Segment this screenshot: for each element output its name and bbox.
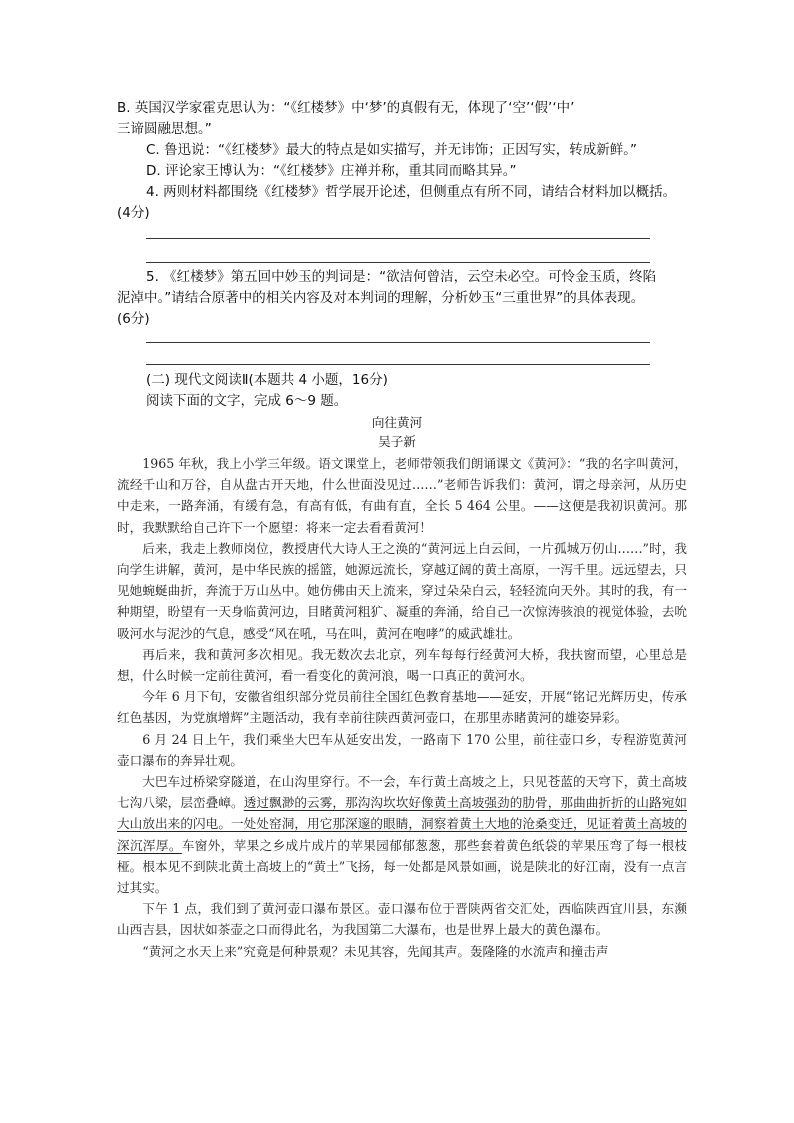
paragraph-5: 6 月 24 日上午，我们乘坐大巴车从延安出发，一路南下 170 公里，前往壶口乡，专程游览黄河壶口瀑布的奔异壮观。 xyxy=(117,731,687,768)
option-d: D. 评论家王博认为：“《红楼梦》庄禅并称，重其同而略其异。” xyxy=(146,163,517,179)
section-heading: (二) 现代文阅读Ⅱ(本题共 4 小题，16分) xyxy=(146,372,388,388)
paragraph-4: 今年 6 月下旬，安徽省组织部分党员前往全国红色教育基地——延安，开展“铭记光辉历史，传承红色基因，为党旗增辉”主题活动，我有幸前往陕西黄河壶口，在那里赤睹黄河的雄姿异彩。 xyxy=(117,689,687,726)
answer-line xyxy=(146,238,650,239)
paragraph-3: 再后来，我和黄河多次相见。我无数次去北京，列车每每行经黄河大桥，我扶窗而望，心里总是想，什么时候一定前往黄河，看一看变化的黄河浪，喝一口真正的黄河水。 xyxy=(117,646,687,684)
paragraph-1: 1965 年秋，我上小学三年级。语文课堂上，老师带领我们朗诵课文《黄河》：“我的名字叫黄河，流经千山和万谷，自从盘古开天地，什么世面没见过……”老师告诉我们：黄河，谓之母亲河，从历史中走来，一路奔涌，有缓有急，有高有低，有曲有直，全长 5 464 公里。——这便是我初识黄河。那时，我默默给自己许下一个愿望：将来一定去看看黄河！ xyxy=(117,456,687,535)
option-b-line2: 三谛圆融思想。” xyxy=(117,121,212,137)
paragraph-2: 后来，我走上教师岗位，教授唐代大诗人王之涣的“黄河远上白云间，一片孤城万仞山……”时，我向学生讲解，黄河，是中华民族的摇篮，她源远流长，穿越辽阔的黄土高原，一泻千里。远远望去，只见她蜿蜒曲折，奔流于万山丛中。她仿佛由天上流来，穿过朵朵白云，轻轻流向天外。其时的我，有一种期望，盼望有一天身临黄河边，目睹黄河粗犷、凝重的奔涌，给自己一次惊涛骇浪的视觉体验，去吮吸河水与泥沙的气息，感受“风在吼，马在叫，黄河在咆哮”的威武雄壮。 xyxy=(117,540,687,641)
paragraph-6-end: 车窗外，苹果之乡成片成片的苹果园郁郁葱葱，那些套着黄色纸袋的苹果压弯了每一根枝桠。根本见不到陕北黄土高坡上的“黄土”飞扬，每一处都是风景如画，说是陕北的好江南，没有一点言过其实。 xyxy=(117,837,688,896)
option-c: C. 鲁迅说：“《红楼梦》最大的特点是如实描写，并无讳饰；正因写实，转成新鲜。” xyxy=(146,142,637,158)
answer-line xyxy=(146,364,650,365)
article-title: 向往黄河 xyxy=(371,415,423,430)
answer-line xyxy=(146,262,650,263)
paragraph-7: 下午 1 点，我们到了黄河壶口瀑布景区。壶口瀑布位于晋陕两省交汇处，西临陕西宜川县，东濒山西吉县，因状如茶壶之口而得此名，为我国第二大瀑布，也是世界上最大的黄色瀑布。 xyxy=(117,901,687,938)
article-body xyxy=(117,453,687,962)
question-4: 4. 两则材料都围绕《红楼梦》哲学展开论述，但侧重点有所不同，请结合材料加以概括。 xyxy=(146,184,677,200)
underlined-sentence: 透过飘渺的云雾，那沟沟坎坎好像黄土高坡强劲的肋骨，那曲曲折折的山路宛如大山放出来的闪电。一处处窑洞，用它那深邃的眼睛，洞察着黄土大地的沧桑变迁，见证着黄土高坡的深沉浑厚。 xyxy=(117,795,688,853)
question-4-score: (4分) xyxy=(117,205,150,221)
option-b-line1: B. 英国汉学家霍克思认为：“《红楼梦》中‘梦’的真假有无，体现了‘空’‘假’‘中’ xyxy=(117,100,575,116)
section-instruction: 阅读下面的文字，完成 6～9 题。 xyxy=(146,393,348,409)
paragraph-8: “黄河之水天上来”究竟是何种景观？未见其容，先闻其声。轰隆隆的水流声和撞击声 xyxy=(142,943,609,959)
answer-line xyxy=(146,342,650,343)
question-5-line1: 5. 《红楼梦》第五回中妙玉的判词是：“欲洁何曾洁，云空未必空。可怜金玉质，终陷 xyxy=(146,269,657,285)
paragraph-6-start: 大巴车过桥梁穿隧道，在山沟里穿行。不一会，车行黄土高坡之上，只见苍蓝的天穹下，黄土高坡七沟八梁，层峦叠嶂。 xyxy=(117,774,687,811)
article-author: 吴子新 xyxy=(378,434,416,449)
question-5-score: (6分) xyxy=(117,311,150,327)
question-5-line2: 泥淖中。”请结合原著中的相关内容及对本判词的理解，分析妙玉“三重世界”的具体表现。 xyxy=(117,290,645,306)
paragraph-6 xyxy=(117,771,687,898)
